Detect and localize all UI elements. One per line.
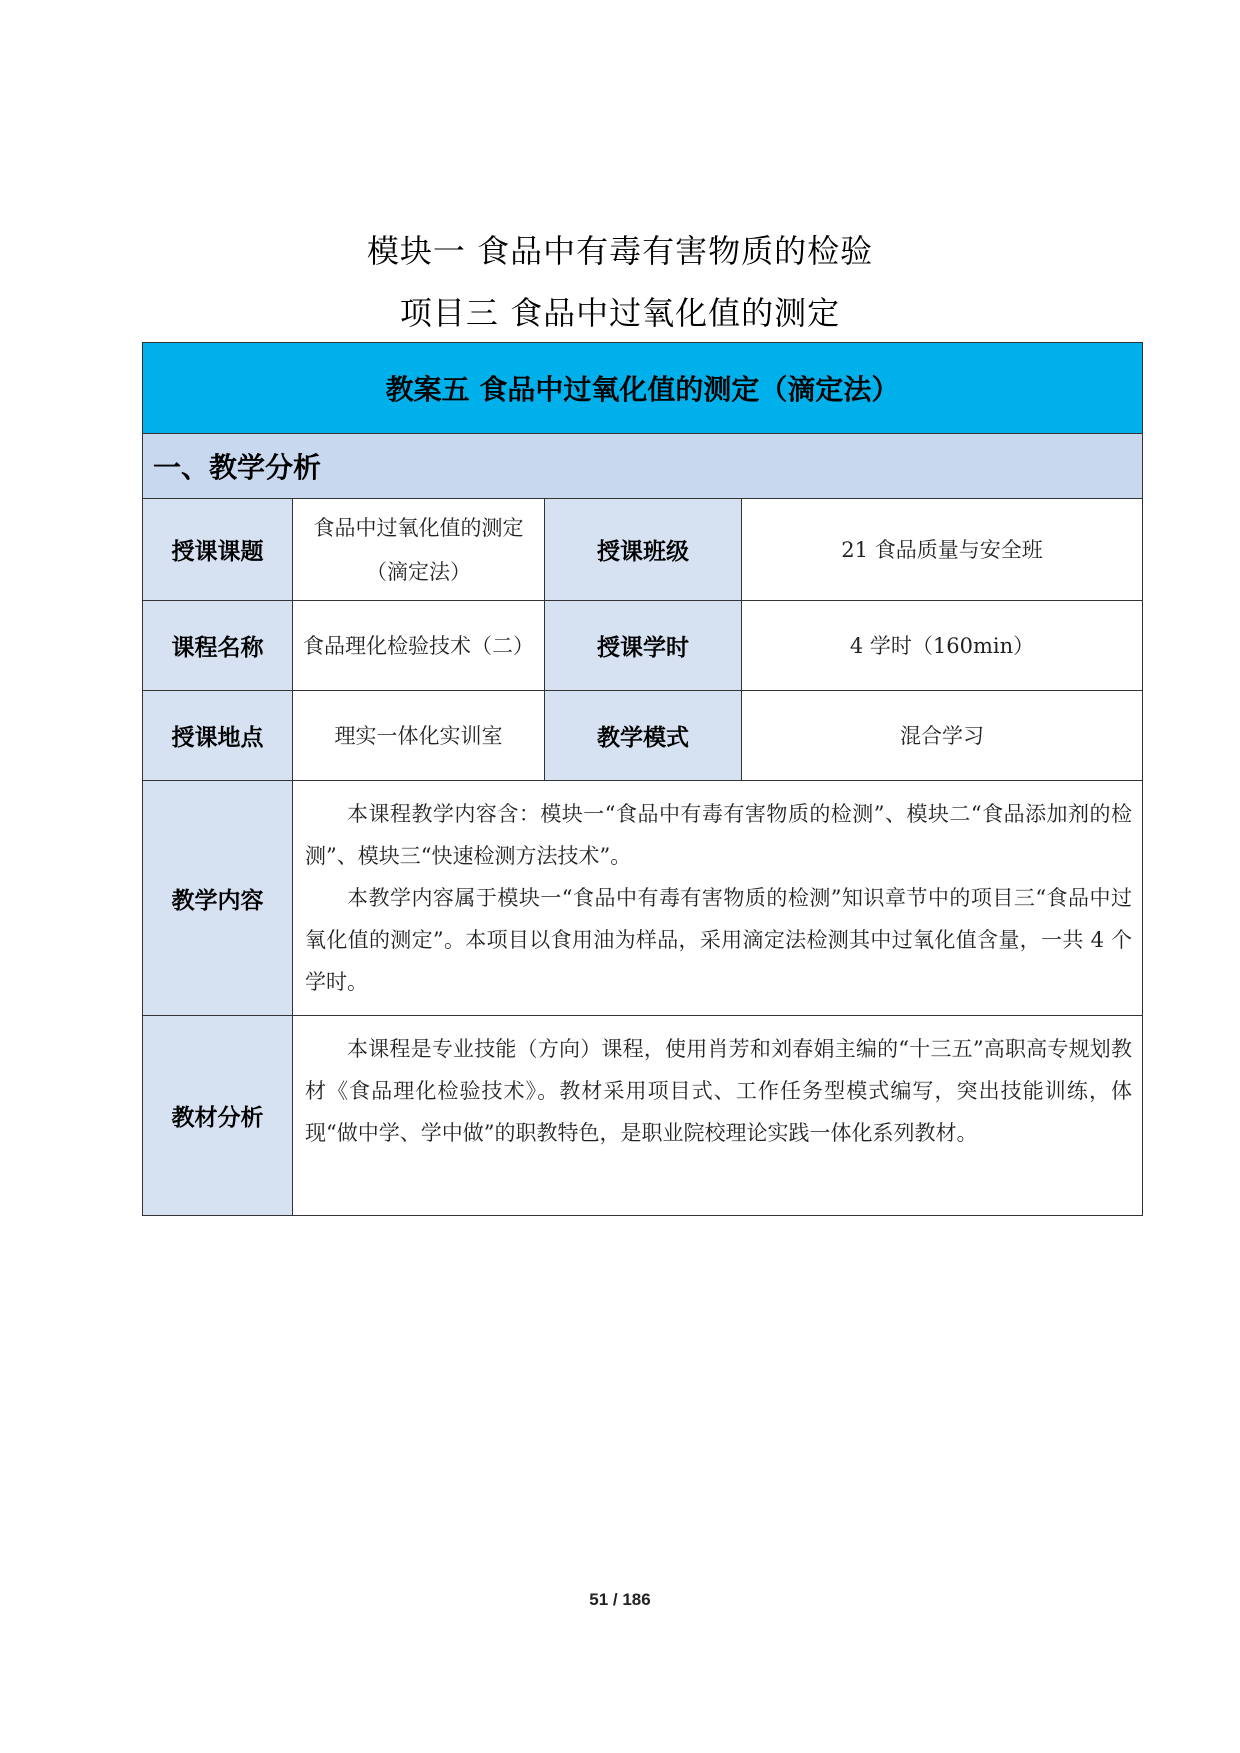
row-label-location: 授课地点 [143,691,293,781]
row-value-hours: 4 学时（160min） [742,601,1143,691]
row-value-class: 21 食品质量与安全班 [742,499,1143,601]
row-label-hours: 授课学时 [545,601,742,691]
row-label-mode: 教学模式 [545,691,742,781]
row-value-course: 食品理化检验技术（二） [293,601,545,691]
content-cell [293,781,1143,1016]
section-heading: 一、教学分析 [143,434,1143,499]
module-title: 模块一 食品中有毒有害物质的检验 [366,232,874,270]
lesson-banner: 教案五 食品中过氧化值的测定（滴定法） [143,343,1143,434]
textbook-cell [293,1016,1143,1216]
row-label-class: 授课班级 [545,499,742,601]
row-value-topic: 食品中过氧化值的测定（滴定法） [293,499,545,601]
row-value-location: 理实一体化实训室 [293,691,545,781]
row-label-topic: 授课课题 [143,499,293,601]
content-paragraph: 本课程教学内容含：模块一“食品中有毒有害物质的检测”、模块二“食品添加剂的检测”、模块三“快速检测方法技术”。 [305,802,1133,868]
textbook-label: 教材分析 [143,1016,293,1216]
content-label: 教学内容 [143,781,293,1016]
project-title: 项目三 食品中过氧化值的测定 [399,294,841,332]
row-value-mode: 混合学习 [742,691,1143,781]
content-paragraph: 本教学内容属于模块一“食品中有毒有害物质的检测”知识章节中的项目三“食品中过氧化值的测定”。本项目以食用油为样品，采用滴定法检测其中过氧化值含量，一共 4 个学时。 [305,886,1133,994]
row-label-course: 课程名称 [143,601,293,691]
page-number: 51 / 186 [589,1590,651,1609]
textbook-paragraph: 本课程是专业技能（方向）课程，使用肖芳和刘春娟主编的“十三五”高职高专规划教材《食品理化检验技术》。教材采用项目式、工作任务型模式编写，突出技能训练，体现“做中学、学中做”的职教特色，是职业院校理论实践一体化系列教材。 [305,1037,1133,1145]
lesson-table [142,342,1143,1216]
